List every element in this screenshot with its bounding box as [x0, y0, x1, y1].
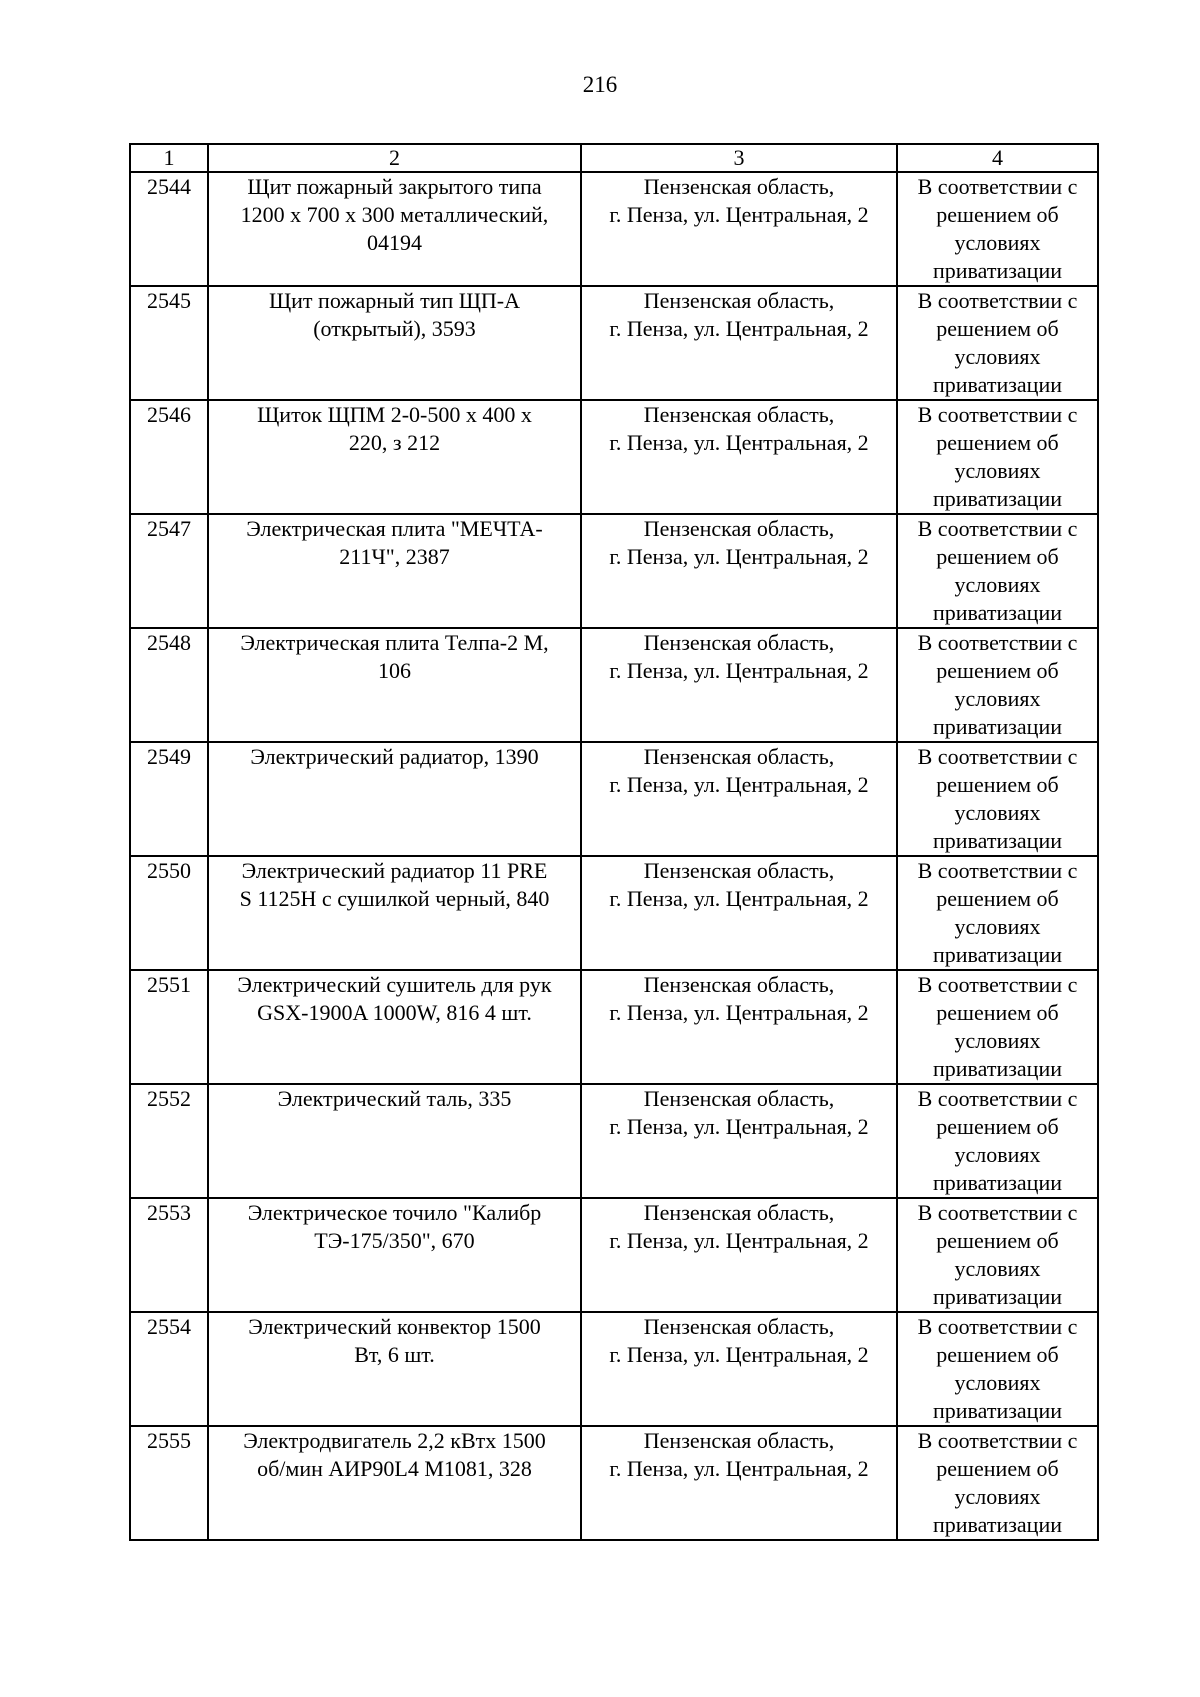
terms-line: В соответствии с	[917, 630, 1078, 655]
terms-cell	[897, 172, 1098, 286]
address-line: г. Пенза, ул. Центральная, 2	[609, 1114, 869, 1139]
terms-line: условиях	[954, 458, 1041, 483]
header-row	[130, 144, 1098, 172]
terms-cell	[897, 286, 1098, 400]
terms-line: приватизации	[932, 1398, 1062, 1423]
terms-line: условиях	[954, 1256, 1041, 1281]
item-name-line: 220, з 212	[348, 430, 441, 455]
row-number-cell: 2551	[130, 970, 208, 1084]
address-line: г. Пенза, ул. Центральная, 2	[609, 316, 869, 341]
table-body	[130, 172, 1098, 1540]
terms-line: условиях	[954, 686, 1041, 711]
terms-cell	[897, 1198, 1098, 1312]
table-row	[130, 742, 1098, 856]
item-name-line: Электрическая плита Телпа-2 М,	[240, 630, 549, 655]
address-line: г. Пенза, ул. Центральная, 2	[609, 1000, 869, 1025]
address-line: Пензенская область,	[643, 858, 835, 883]
row-number-cell: 2553	[130, 1198, 208, 1312]
terms-cell	[897, 970, 1098, 1084]
item-name-line: 1200 х 700 х 300 металлический,	[240, 202, 549, 227]
terms-line: решением об	[936, 202, 1059, 227]
address-cell	[581, 1426, 897, 1540]
table-row	[130, 286, 1098, 400]
item-name-cell	[208, 628, 581, 742]
item-name-cell	[208, 1426, 581, 1540]
terms-cell	[897, 856, 1098, 970]
column-header-name: 2	[208, 144, 581, 172]
item-name-cell	[208, 970, 581, 1084]
terms-line: решением об	[936, 1114, 1059, 1139]
terms-cell	[897, 742, 1098, 856]
address-line: Пензенская область,	[643, 174, 835, 199]
terms-line: приватизации	[932, 486, 1062, 511]
address-cell	[581, 1084, 897, 1198]
item-name-line: Электрический сушитель для рук	[237, 972, 552, 997]
terms-line: приватизации	[932, 372, 1062, 397]
terms-line: решением об	[936, 1342, 1059, 1367]
terms-line: решением об	[936, 544, 1059, 569]
terms-line: приватизации	[932, 600, 1062, 625]
address-cell	[581, 1312, 897, 1426]
terms-line: решением об	[936, 1456, 1059, 1481]
address-line: г. Пенза, ул. Центральная, 2	[609, 658, 869, 683]
terms-line: решением об	[936, 1000, 1059, 1025]
address-line: Пензенская область,	[643, 744, 835, 769]
address-line: Пензенская область,	[643, 630, 835, 655]
terms-line: приватизации	[932, 1512, 1062, 1537]
terms-cell	[897, 514, 1098, 628]
item-name-cell	[208, 742, 581, 856]
terms-line: решением об	[936, 772, 1059, 797]
item-name-line: Электрическая плита "МЕЧТА-	[246, 516, 543, 541]
address-line: г. Пенза, ул. Центральная, 2	[609, 1342, 869, 1367]
item-name-cell	[208, 1084, 581, 1198]
terms-line: условиях	[954, 1484, 1041, 1509]
address-line: г. Пенза, ул. Центральная, 2	[609, 772, 869, 797]
table-row	[130, 1084, 1098, 1198]
terms-line: приватизации	[932, 1284, 1062, 1309]
address-line: Пензенская область,	[643, 402, 835, 427]
address-line: г. Пенза, ул. Центральная, 2	[609, 544, 869, 569]
terms-line: условиях	[954, 1028, 1041, 1053]
inventory-table	[129, 143, 1099, 1541]
column-header-number: 1	[130, 144, 208, 172]
item-name-line: 211Ч", 2387	[339, 544, 450, 569]
item-name-line: Щит пожарный закрытого типа	[247, 174, 542, 199]
item-name-line: ТЭ-175/350", 670	[314, 1228, 475, 1253]
table-row	[130, 1312, 1098, 1426]
terms-line: условиях	[954, 344, 1041, 369]
terms-line: В соответствии с	[917, 858, 1078, 883]
item-name-line: Электрический радиатор, 1390	[250, 744, 539, 769]
terms-line: решением об	[936, 430, 1059, 455]
item-name-line: Электрическое точило "Калибр	[247, 1200, 542, 1225]
item-name-line: Электрический конвектор 1500	[248, 1314, 541, 1339]
table-header	[130, 144, 1098, 172]
address-line: г. Пенза, ул. Центральная, 2	[609, 202, 869, 227]
row-number-cell: 2545	[130, 286, 208, 400]
item-name-cell	[208, 400, 581, 514]
terms-line: условиях	[954, 800, 1041, 825]
table-row	[130, 514, 1098, 628]
table-row	[130, 1198, 1098, 1312]
terms-line: В соответствии с	[917, 174, 1078, 199]
terms-line: В соответствии с	[917, 972, 1078, 997]
item-name-cell	[208, 1312, 581, 1426]
terms-line: В соответствии с	[917, 288, 1078, 313]
item-name-line: S 1125H с сушилкой черный, 840	[239, 886, 550, 911]
address-line: г. Пенза, ул. Центральная, 2	[609, 430, 869, 455]
item-name-line: (открытый), 3593	[313, 316, 476, 341]
address-line: г. Пенза, ул. Центральная, 2	[609, 1456, 869, 1481]
address-line: Пензенская область,	[643, 1200, 835, 1225]
table-row	[130, 856, 1098, 970]
terms-line: решением об	[936, 1228, 1059, 1253]
terms-line: решением об	[936, 886, 1059, 911]
item-name-cell	[208, 514, 581, 628]
terms-cell	[897, 1312, 1098, 1426]
address-cell	[581, 1198, 897, 1312]
address-cell	[581, 856, 897, 970]
item-name-line: Вт, 6 шт.	[354, 1342, 435, 1367]
terms-cell	[897, 1084, 1098, 1198]
terms-line: приватизации	[932, 828, 1062, 853]
item-name-cell	[208, 1198, 581, 1312]
terms-cell	[897, 1426, 1098, 1540]
item-name-cell	[208, 172, 581, 286]
address-cell	[581, 172, 897, 286]
item-name-line: Щит пожарный тип ЩП-А	[268, 288, 521, 313]
item-name-line: Электрический радиатор 11 PRE	[241, 858, 548, 883]
table-row	[130, 1426, 1098, 1540]
item-name-line: Электродвигатель 2,2 кВтх 1500	[243, 1428, 546, 1453]
address-cell	[581, 400, 897, 514]
terms-line: приватизации	[932, 1170, 1062, 1195]
column-header-terms: 4	[897, 144, 1098, 172]
address-cell	[581, 742, 897, 856]
terms-line: приватизации	[932, 714, 1062, 739]
row-number-cell: 2554	[130, 1312, 208, 1426]
terms-line: решением об	[936, 658, 1059, 683]
address-line: Пензенская область,	[643, 1428, 835, 1453]
address-line: г. Пенза, ул. Центральная, 2	[609, 886, 869, 911]
row-number-cell: 2547	[130, 514, 208, 628]
page-number: 216	[582, 72, 618, 97]
terms-line: условиях	[954, 1370, 1041, 1395]
terms-line: приватизации	[932, 258, 1062, 283]
terms-line: В соответствии с	[917, 402, 1078, 427]
table-row	[130, 172, 1098, 286]
terms-line: условиях	[954, 572, 1041, 597]
item-name-line: Щиток ЩПМ 2-0-500 х 400 х	[257, 402, 532, 427]
row-number-cell: 2550	[130, 856, 208, 970]
address-line: Пензенская область,	[643, 516, 835, 541]
item-name-cell	[208, 856, 581, 970]
item-name-line: 04194	[367, 230, 422, 255]
address-cell	[581, 514, 897, 628]
address-cell	[581, 628, 897, 742]
table-row	[130, 400, 1098, 514]
table-row	[130, 628, 1098, 742]
item-name-line: 106	[378, 658, 411, 683]
terms-line: В соответствии с	[917, 1428, 1078, 1453]
address-cell	[581, 970, 897, 1084]
terms-cell	[897, 628, 1098, 742]
row-number-cell: 2546	[130, 400, 208, 514]
address-line: Пензенская область,	[643, 288, 835, 313]
column-header-address: 3	[581, 144, 897, 172]
terms-line: приватизации	[932, 942, 1062, 967]
item-name-line: об/мин АИР90L4 М1081, 328	[257, 1456, 532, 1481]
terms-line: условиях	[954, 914, 1041, 939]
terms-cell	[897, 400, 1098, 514]
terms-line: В соответствии с	[917, 1200, 1078, 1225]
address-line: Пензенская область,	[643, 1086, 835, 1111]
address-line: Пензенская область,	[643, 972, 835, 997]
table-row	[130, 970, 1098, 1084]
item-name-line: GSX-1900A 1000W, 816 4 шт.	[257, 1000, 532, 1025]
row-number-cell: 2544	[130, 172, 208, 286]
terms-line: приватизации	[932, 1056, 1062, 1081]
row-number-cell: 2555	[130, 1426, 208, 1540]
item-name-cell	[208, 286, 581, 400]
address-cell	[581, 286, 897, 400]
terms-line: В соответствии с	[917, 744, 1078, 769]
address-line: г. Пенза, ул. Центральная, 2	[609, 1228, 869, 1253]
terms-line: В соответствии с	[917, 1314, 1078, 1339]
row-number-cell: 2549	[130, 742, 208, 856]
terms-line: В соответствии с	[917, 516, 1078, 541]
terms-line: решением об	[936, 316, 1059, 341]
address-line: Пензенская область,	[643, 1314, 835, 1339]
row-number-cell: 2548	[130, 628, 208, 742]
terms-line: В соответствии с	[917, 1086, 1078, 1111]
terms-line: условиях	[954, 230, 1041, 255]
item-name-line: Электрический таль, 335	[277, 1086, 512, 1111]
row-number-cell: 2552	[130, 1084, 208, 1198]
terms-line: условиях	[954, 1142, 1041, 1167]
